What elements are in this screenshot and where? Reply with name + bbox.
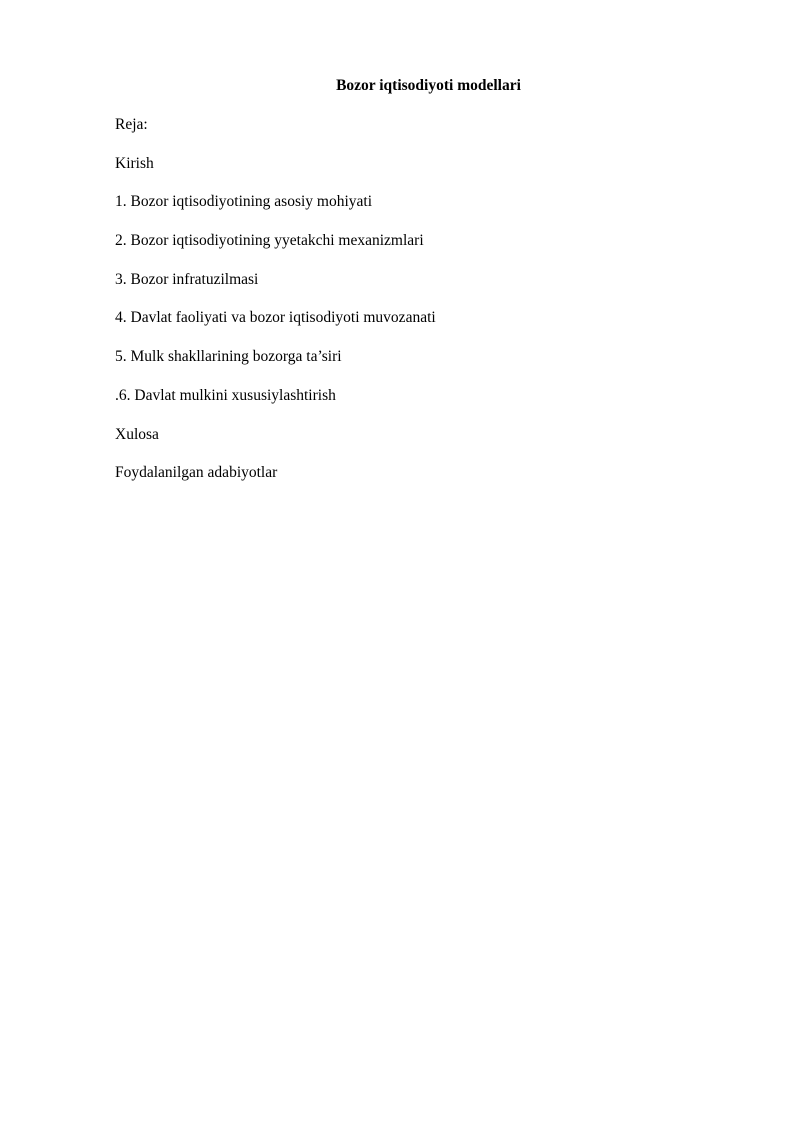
outline-heading-reja: Reja: — [115, 116, 148, 133]
outline-item-6: .6. Davlat mulkini xususiylashtirish — [115, 386, 336, 404]
document-title: Bozor iqtisodiyoti modellari — [336, 77, 521, 94]
outline-item-kirish: Kirish — [115, 154, 154, 172]
plan-outline — [115, 115, 436, 502]
outline-item-1: 1. Bozor iqtisodiyotining asosiy mohiyati — [115, 193, 373, 211]
outline-item-3: 3. Bozor infratuzilmasi — [115, 270, 259, 288]
outline-item-2: 2. Bozor iqtisodiyotining yyetakchi mexanizmlari — [115, 232, 424, 250]
outline-item-4: 4. Davlat faoliyati va bozor iqtisodiyoti muvozanati — [115, 309, 436, 327]
outline-item-adabiyotlar: Foydalanilgan adabiyotlar — [115, 464, 278, 482]
outline-item-5: 5. Mulk shakllarining bozorga ta’siri — [115, 348, 342, 366]
outline-item-xulosa: Xulosa — [115, 425, 159, 443]
